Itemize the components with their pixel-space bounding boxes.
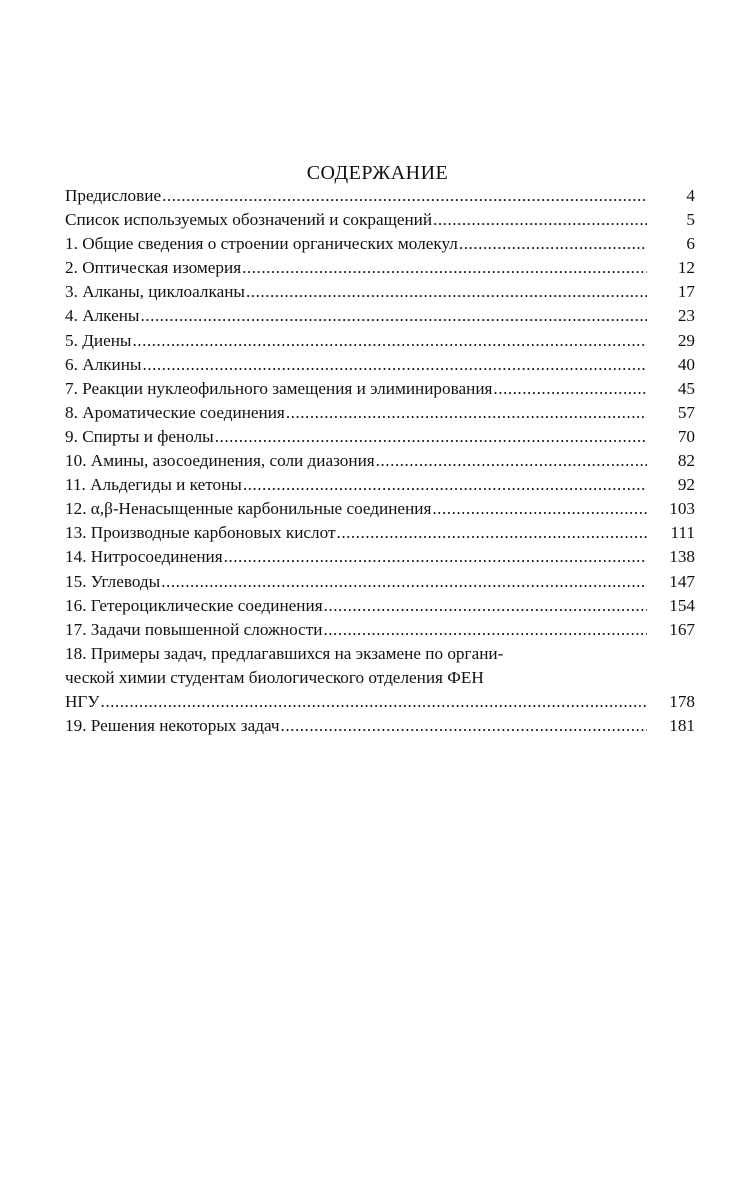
- dot-leader: [432, 497, 647, 521]
- dot-leader: [140, 304, 647, 328]
- toc-entry-label: Предисловие: [65, 186, 162, 205]
- toc-entry[interactable]: [65, 570, 695, 594]
- toc-entry-page: 29: [677, 330, 695, 350]
- dot-leader: [281, 714, 647, 738]
- toc-entry[interactable]: [65, 714, 695, 738]
- dot-leader: [324, 594, 647, 618]
- toc-entry[interactable]: [65, 618, 695, 642]
- toc-entry-label: 9. Спирты и фенолы: [65, 426, 214, 446]
- toc-entry[interactable]: [65, 594, 695, 618]
- dot-leader: [101, 690, 647, 714]
- toc-entry-label: 5. Диены: [65, 330, 132, 350]
- toc-entry-page: 4: [686, 186, 695, 205]
- toc-entry-page: 17: [677, 282, 695, 302]
- toc-entry[interactable]: [65, 545, 695, 569]
- dot-leader: [161, 570, 647, 594]
- toc-entry-page: 181: [669, 716, 695, 736]
- toc-entry[interactable]: [65, 449, 695, 473]
- toc-entry[interactable]: [65, 401, 695, 425]
- toc-entry[interactable]: [65, 208, 695, 232]
- dot-leader: [323, 618, 647, 642]
- toc-entry-label: 1. Общие сведения о строении органических молекул: [65, 234, 458, 254]
- dot-leader: [215, 425, 647, 449]
- toc-entry-label: 14. Нитросоединения: [65, 547, 223, 567]
- toc-entry-page: 147: [669, 571, 695, 591]
- toc-entry-page: 178: [669, 691, 695, 711]
- toc-entry[interactable]: [65, 256, 695, 280]
- toc-entry-label: 8. Ароматические соединения: [65, 402, 285, 422]
- dot-leader: [246, 280, 647, 304]
- toc-entry[interactable]: [65, 184, 695, 208]
- toc-entry[interactable]: [65, 425, 695, 449]
- toc-entry-multiline[interactable]: [65, 642, 695, 714]
- toc-entry-label: 19. Решения некоторых задач: [65, 716, 280, 736]
- toc-entry-label: 16. Гетероциклические соединения: [65, 595, 323, 615]
- dot-leader: [142, 353, 647, 377]
- toc-entry-page: 138: [669, 547, 695, 567]
- toc-entry-page: 45: [677, 378, 695, 398]
- toc-entry-page: 70: [677, 426, 695, 446]
- toc-entry[interactable]: [65, 521, 695, 545]
- toc-entry-page: 12: [677, 258, 695, 278]
- dot-leader: [224, 545, 647, 569]
- toc-entry-label: 2. Оптическая изомерия: [65, 258, 242, 278]
- toc-entry-page: 103: [669, 499, 695, 519]
- toc-entry-label-line: ческой химии студентам биологического отделения ФЕН: [65, 667, 484, 687]
- toc-entry-label: 4. Алкены: [65, 306, 140, 326]
- toc-entry-page: 167: [669, 619, 695, 639]
- toc-entry[interactable]: [65, 280, 695, 304]
- dot-leader: [286, 401, 647, 425]
- dot-leader: [433, 208, 647, 232]
- toc-entry[interactable]: [65, 353, 695, 377]
- dot-leader: [459, 232, 647, 256]
- toc-entry-page: 5: [686, 210, 695, 230]
- toc-entry-page: 111: [670, 523, 695, 543]
- toc-entry-label: 7. Реакции нуклеофильного замещения и элиминирования: [65, 378, 493, 398]
- dot-leader: [243, 473, 647, 497]
- dot-leader: [242, 256, 647, 280]
- toc-entry-page: 40: [677, 354, 695, 374]
- toc-entry[interactable]: [65, 497, 695, 521]
- toc-entry-label: 15. Углеводы: [65, 571, 161, 591]
- toc-entry[interactable]: [65, 232, 695, 256]
- toc-entry-page: 82: [677, 451, 695, 471]
- toc-entry[interactable]: [65, 377, 695, 401]
- toc-entry-label: 6. Алкины: [65, 354, 142, 374]
- toc-entry-page: 23: [677, 306, 695, 326]
- toc-entry-label: 13. Производные карбоновых кислот: [65, 523, 336, 543]
- toc-entry-page: 6: [686, 234, 695, 254]
- dot-leader: [337, 521, 647, 545]
- toc-entry-label: 12. α,β-Ненасыщенные карбонильные соединения: [65, 499, 432, 519]
- toc-entry-label: 10. Амины, азосоединения, соли диазония: [65, 451, 375, 471]
- dot-leader: [493, 377, 647, 401]
- toc-entry-last-line: [65, 690, 695, 714]
- page-title: СОДЕРЖАНИЕ: [306, 162, 449, 184]
- toc-entry-label: 17. Задачи повышенной сложности: [65, 619, 323, 639]
- toc-entry-page: 57: [677, 402, 695, 422]
- toc-entry-label-line: 18. Примеры задач, предлагавшихся на экзамене по органи-: [65, 643, 504, 663]
- toc-entry-page: 154: [669, 595, 695, 615]
- table-of-contents: [65, 184, 695, 738]
- toc-entry-label: НГУ: [65, 691, 100, 711]
- toc-entry[interactable]: [65, 329, 695, 353]
- toc-entry-label: 11. Альдегиды и кетоны: [65, 475, 242, 495]
- toc-entry[interactable]: [65, 473, 695, 497]
- toc-entry-page: 92: [677, 475, 695, 495]
- dot-leader: [162, 184, 647, 208]
- toc-entry-label: Список используемых обозначений и сокращений: [65, 210, 433, 230]
- toc-entry[interactable]: [65, 304, 695, 328]
- dot-leader: [376, 449, 647, 473]
- toc-entry-label: 3. Алканы, циклоалканы: [65, 282, 245, 302]
- dot-leader: [132, 329, 647, 353]
